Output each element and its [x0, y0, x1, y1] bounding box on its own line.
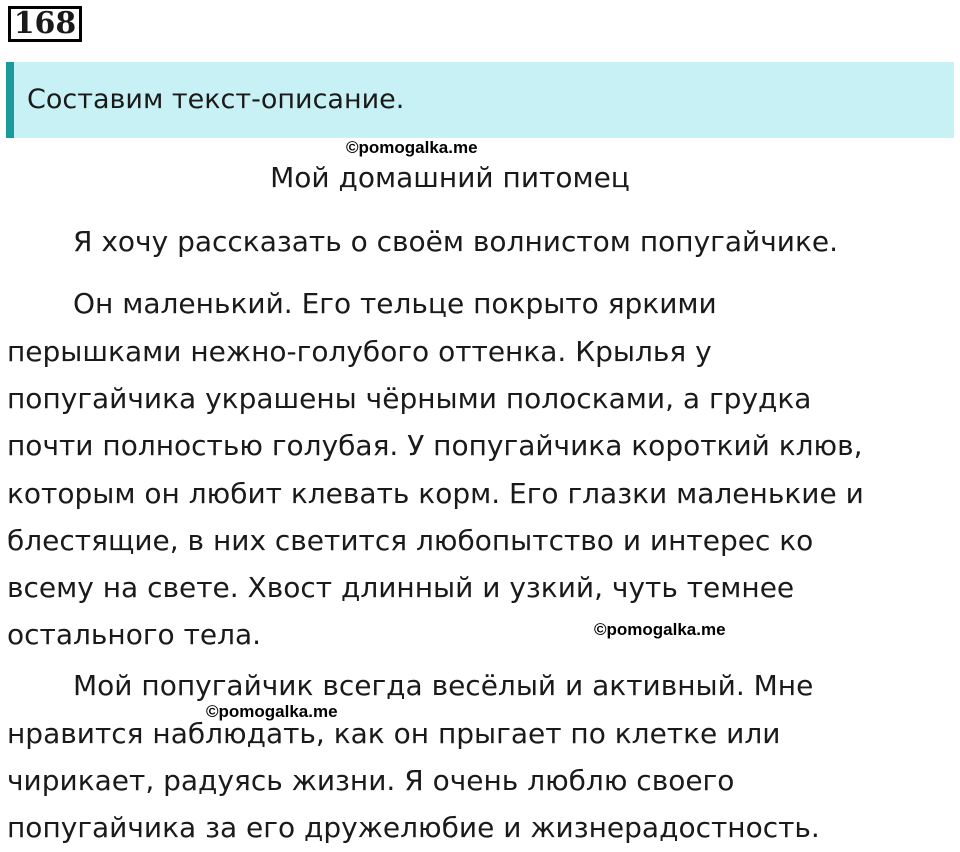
essay-line: почти полностью голубая. У попугайчика короткий клюв, [7, 429, 863, 462]
essay-line: попугайчика за его дружелюбие и жизнерадостность. [7, 811, 820, 844]
watermark: ©pomogalka.me [594, 620, 726, 639]
essay-line: блестящие, в них светится любопытство и интерес ко [7, 524, 814, 557]
essay-line: чирикает, радуясь жизни. Я очень люблю своего [7, 764, 735, 797]
essay-line: попугайчика украшены чёрными полосками, а грудка [7, 382, 812, 415]
essay-line: Мой попугайчик всегда весёлый и активный. Мне [73, 669, 814, 702]
essay-line: перышками нежно-голубого оттенка. Крылья у [7, 335, 712, 368]
essay-line: которым он любит клевать корм. Его глазки маленькие и [7, 477, 864, 510]
task-banner [6, 62, 954, 138]
essay-line: остального тела. [7, 618, 262, 651]
essay-line: Я хочу рассказать о своём волнистом попугайчике. [73, 225, 838, 258]
watermark: ©pomogalka.me [346, 138, 478, 157]
essay-line: всему на свете. Хвост длинный и узкий, чуть темнее [7, 571, 795, 604]
essay-line: нравится наблюдать, как он прыгает по клетке или [7, 717, 781, 750]
watermark: ©pomogalka.me [206, 702, 338, 721]
essay-title: Мой домашний питомец [270, 161, 630, 194]
task-instruction: Составим текст-описание. [27, 84, 405, 115]
task-number: 168 [8, 6, 82, 42]
essay-line: Он маленький. Его тельце покрыто яркими [73, 287, 717, 320]
